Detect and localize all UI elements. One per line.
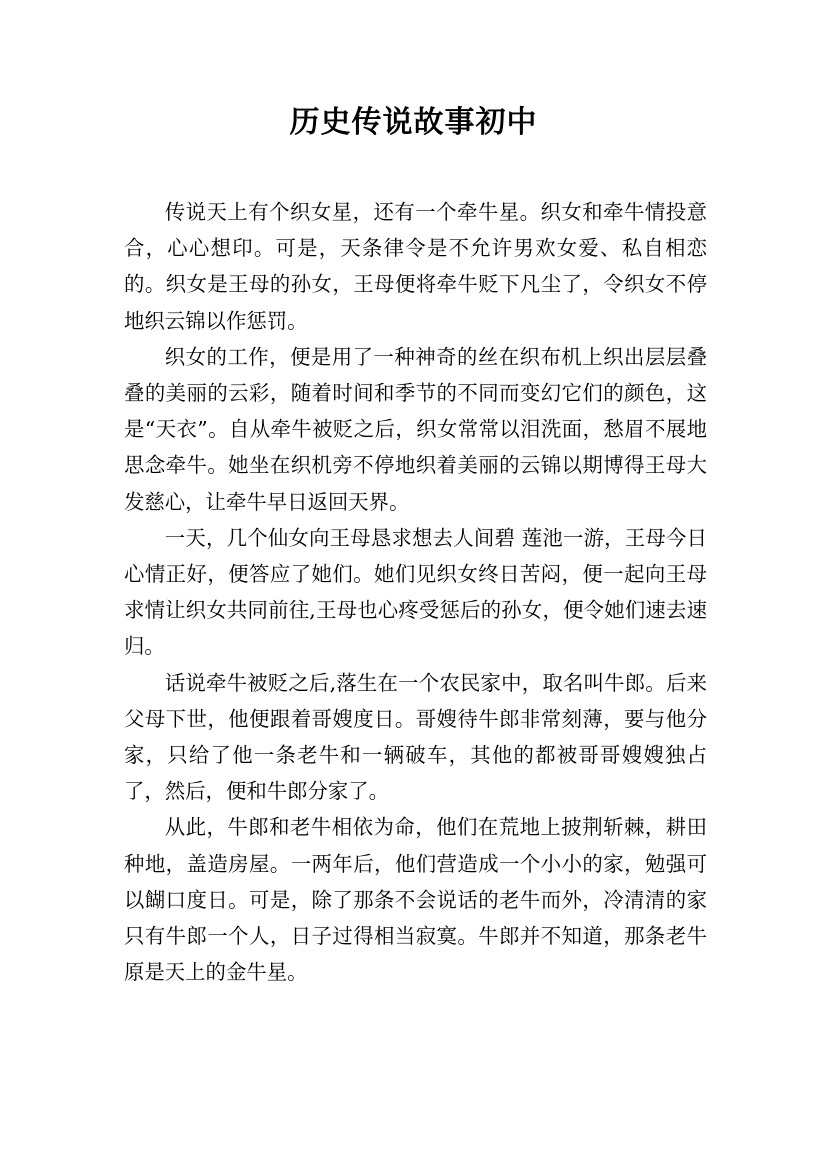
paragraph-2: 织女的工作，便是用了一种神奇的丝在织布机上织出层层叠叠的美丽的云彩，随着时间和季节的不同而变幻它们的颜色，这是“天衣”。自从牵牛被贬之后，织女常常以泪洗面，愁眉不展地思念牵牛。她坐在织机旁不停地织着美丽的云锦以期博得王母大发慈心，让牵牛早日返回天界。 bbox=[124, 344, 707, 514]
paragraph-1: 传说天上有个织女星，还有一个牵牛星。织女和牵牛情投意合，心心想印。可是，天条律令是不允许男欢女爱、私自相恋的。织女是王母的孙女，王母便将牵牛贬下凡尘了，令织女不停地织云锦以作惩罚。 bbox=[124, 200, 707, 333]
document-body bbox=[124, 194, 707, 990]
paragraph-3: 一天，几个仙女向王母恳求想去人间碧 莲池一游，王母今日心情正好，便答应了她们。她们见织女终日苦闷，便一起向王母求情让织女共同前往,王母也心疼受惩后的孙女，便令她们速去速归。 bbox=[124, 525, 707, 659]
paragraph-5: 从此，牛郎和老牛相依为命，他们在荒地上披荆斩棘，耕田种地，盖造房屋。一两年后，他们营造成一个小小的家，勉强可以餬口度日。可是，除了那条不会说话的老牛而外，冷清清的家只有牛郎一个人，日子过得相当寂寞。牛郎并不知道，那条老牛原是天上的金牛星。 bbox=[124, 815, 707, 985]
paragraph-4: 话说牵牛被贬之后,落生在一个农民家中，取名叫牛郎。后来父母下世，他便跟着哥嫂度日。哥嫂待牛郎非常刻薄，要与他分家，只给了他一条老牛和一辆破车，其他的都被哥哥嫂嫂独占了，然后，便和牛郎分家了。 bbox=[124, 670, 707, 804]
document-title: 历史传说故事初中 bbox=[289, 105, 538, 140]
